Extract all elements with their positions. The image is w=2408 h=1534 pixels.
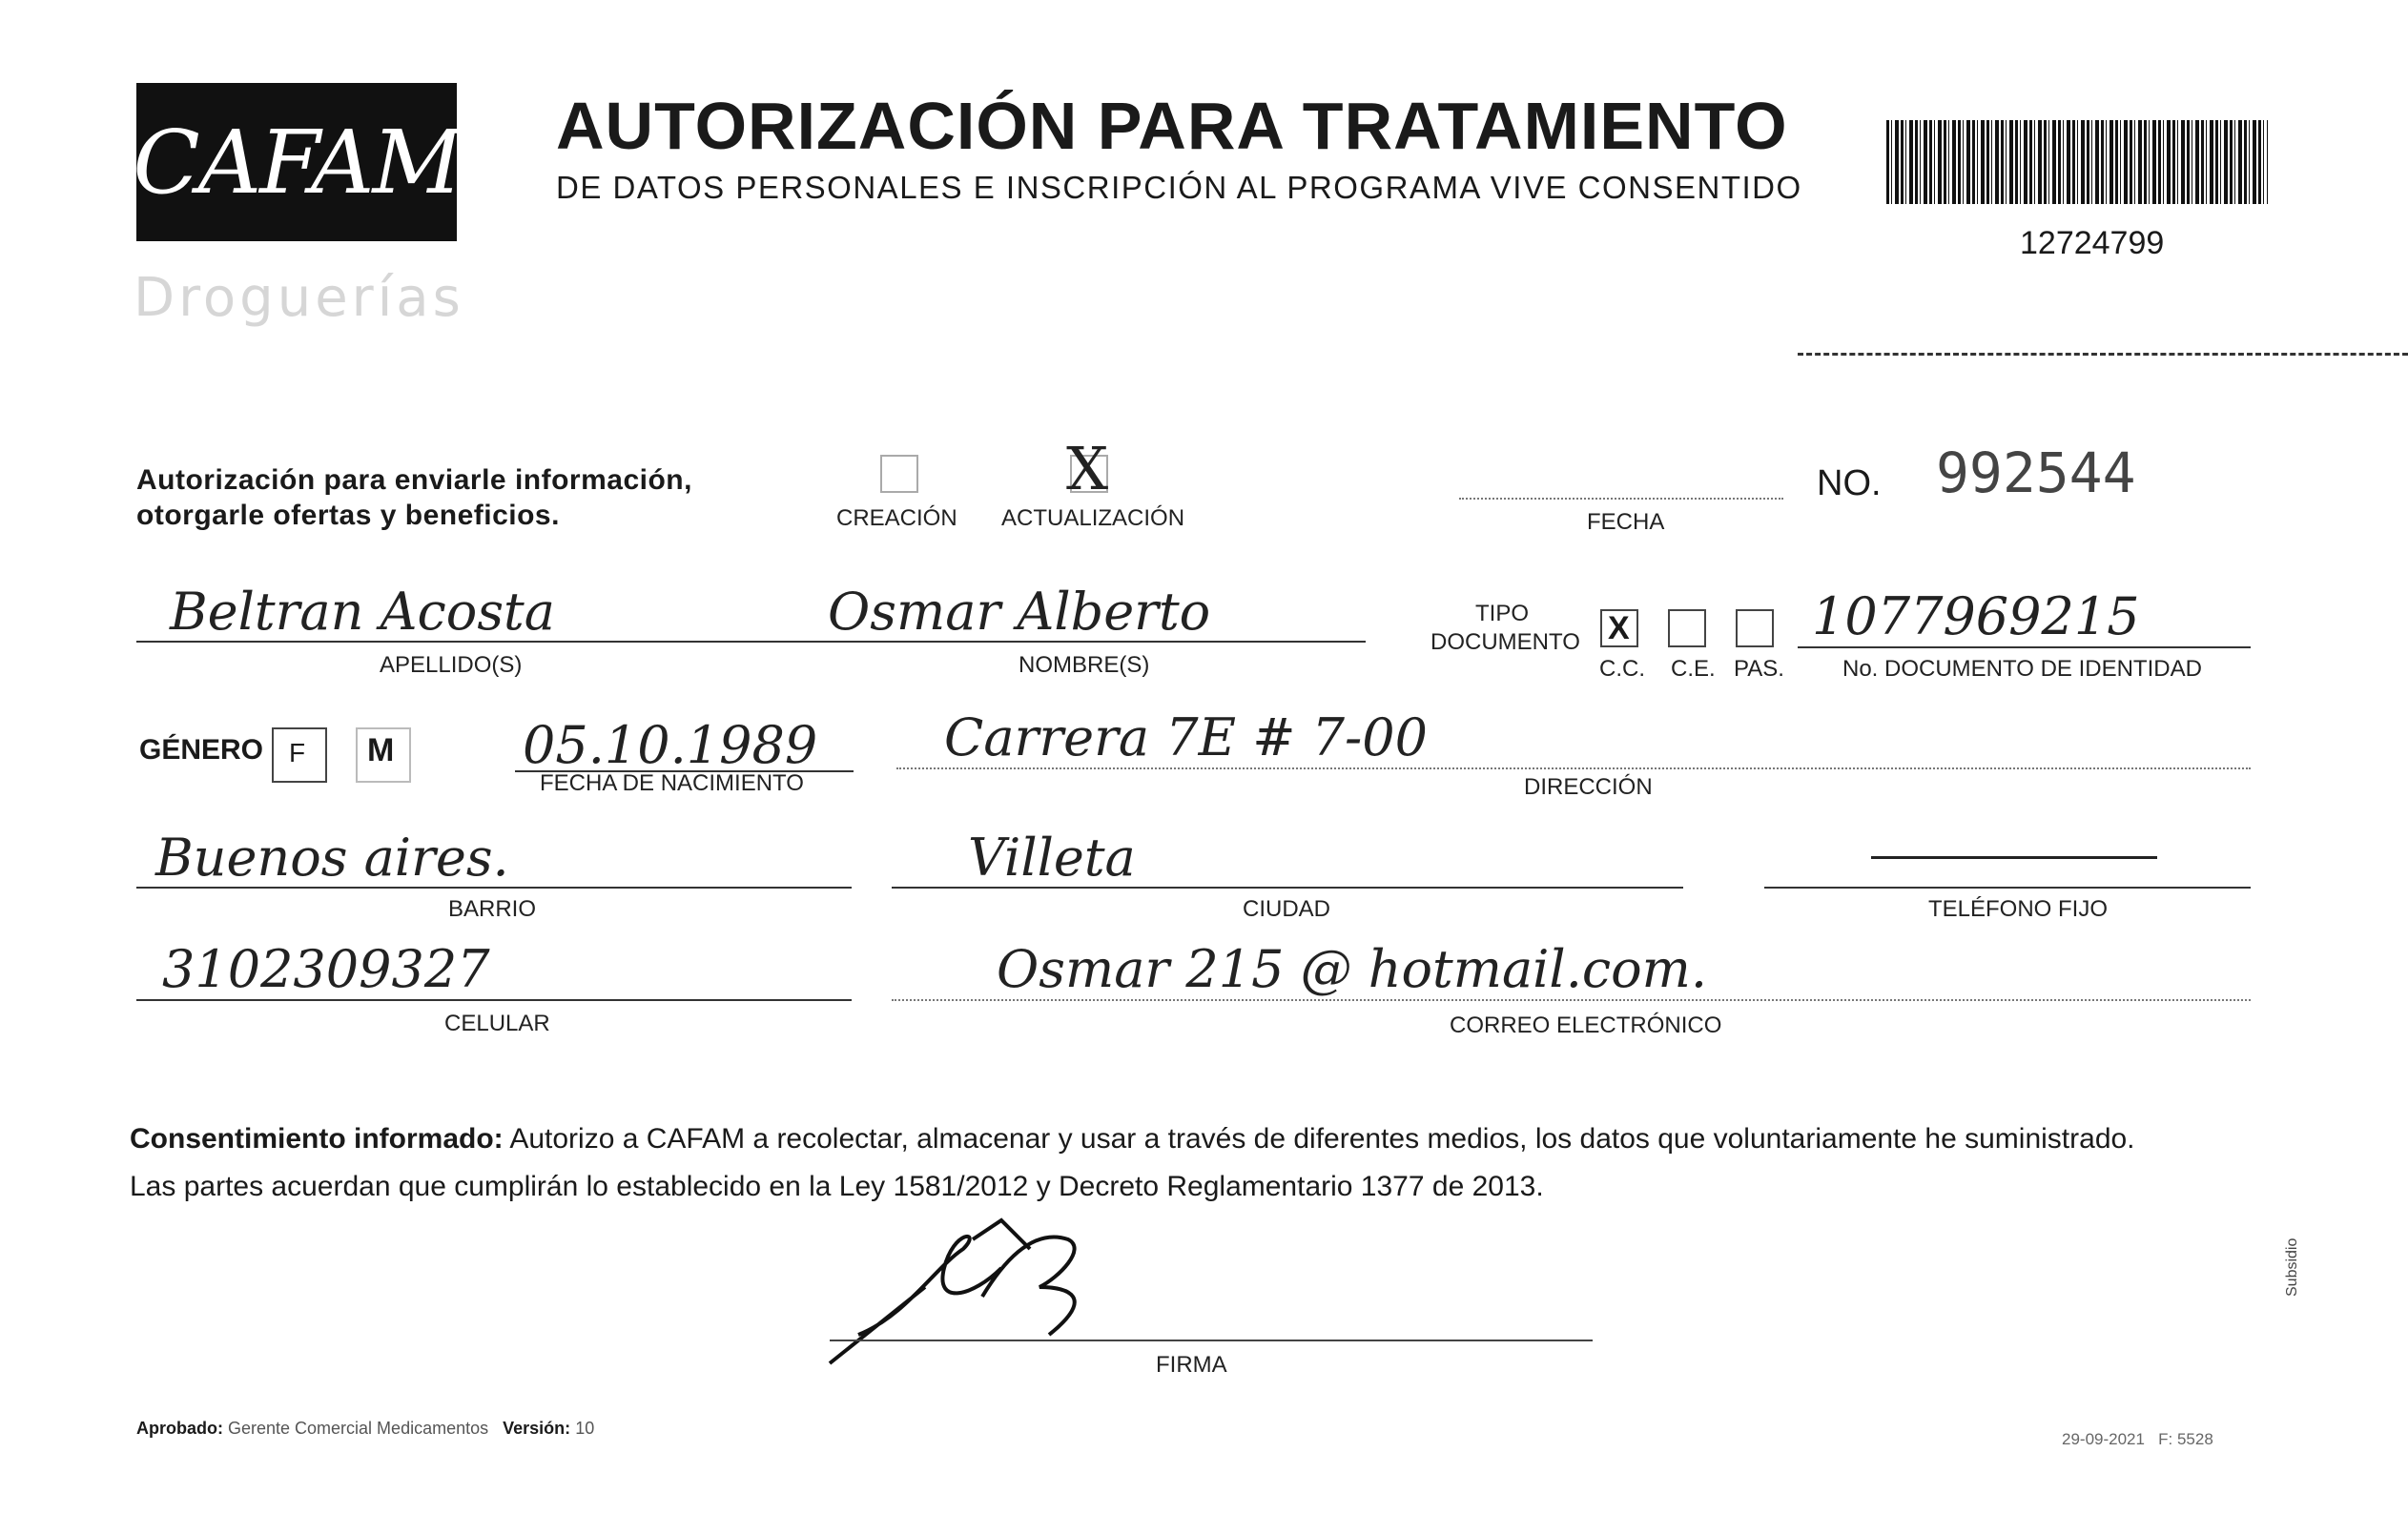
genero-f-label: F bbox=[289, 738, 306, 767]
ce-label: C.E. bbox=[1671, 656, 1716, 682]
actualizacion-label: ACTUALIZACIÓN bbox=[1001, 505, 1185, 531]
pas-checkbox[interactable] bbox=[1736, 609, 1774, 647]
ciudad-value: Villeta bbox=[968, 828, 1136, 888]
firma-label: FIRMA bbox=[1156, 1352, 1227, 1378]
celular-line[interactable] bbox=[136, 999, 852, 1001]
barcode-number: 12724799 bbox=[2020, 225, 2165, 261]
correo-label: CORREO ELECTRÓNICO bbox=[1450, 1012, 1722, 1038]
nacimiento-value: 05.10.1989 bbox=[523, 715, 818, 775]
barrio-value: Buenos aires. bbox=[155, 828, 509, 888]
authorization-text-1: Autorización para enviarle información, bbox=[136, 464, 692, 496]
footer-approval bbox=[136, 1419, 594, 1439]
barcode bbox=[1886, 120, 2268, 204]
telefono-label: TELÉFONO FIJO bbox=[1928, 896, 2109, 922]
genero-m-mark: M bbox=[367, 732, 395, 768]
footer-form-code: F: 5528 bbox=[2158, 1430, 2213, 1448]
cafam-logo: CAFAM bbox=[136, 83, 457, 241]
barrio-label: BARRIO bbox=[448, 896, 537, 922]
consent-lead: Consentimiento informado: bbox=[130, 1123, 504, 1155]
telefono-line[interactable] bbox=[1764, 887, 2251, 889]
creacion-label: CREACIÓN bbox=[836, 505, 957, 531]
correo-value: Osmar 215 @ hotmail.com. bbox=[997, 939, 1707, 999]
dashed-divider bbox=[1798, 353, 2408, 356]
celular-value: 3102309327 bbox=[162, 939, 490, 999]
form-title: AUTORIZACIÓN PARA TRATAMIENTO bbox=[556, 89, 1788, 163]
nacimiento-label: FECHA DE NACIMIENTO bbox=[540, 770, 804, 796]
aprobado-label: Aprobado: bbox=[136, 1419, 223, 1438]
signature-mark bbox=[820, 1211, 1125, 1373]
telefono-dash bbox=[1871, 856, 2157, 859]
nombres-label: NOMBRE(S) bbox=[1019, 652, 1150, 678]
consent-line-1 bbox=[130, 1123, 2135, 1156]
footer-code bbox=[2062, 1430, 2213, 1449]
documento-label: DOCUMENTO bbox=[1430, 629, 1580, 655]
creacion-checkbox[interactable] bbox=[880, 455, 918, 493]
fecha-line[interactable] bbox=[1459, 498, 1783, 500]
logo-subtitle: Droguerías bbox=[134, 267, 464, 329]
actualizacion-check-mark: X bbox=[1066, 434, 1109, 503]
correo-line[interactable] bbox=[892, 999, 2251, 1001]
apellidos-label: APELLIDO(S) bbox=[380, 652, 523, 678]
fecha-label: FECHA bbox=[1587, 509, 1665, 535]
ciudad-label: CIUDAD bbox=[1243, 896, 1331, 922]
version-label: Versión: bbox=[503, 1419, 571, 1438]
direccion-line[interactable] bbox=[896, 767, 2251, 769]
tipo-label: TIPO bbox=[1475, 601, 1530, 626]
nombres-value: Osmar Alberto bbox=[828, 582, 1211, 642]
footer-date: 29-09-2021 bbox=[2062, 1430, 2145, 1448]
form-subtitle: DE DATOS PERSONALES E INSCRIPCIÓN AL PROGRAMA VIVE CONSENTIDO bbox=[556, 170, 1802, 205]
documento-value: 1077969215 bbox=[1812, 586, 2140, 646]
celular-label: CELULAR bbox=[444, 1011, 550, 1036]
side-vertical-text: Subsidio bbox=[2284, 1237, 2300, 1297]
documento-line[interactable] bbox=[1798, 646, 2251, 648]
consent-text-2: Las partes acuerdan que cumplirán lo establecido en la Ley 1581/2012 y Decreto Reglamentario 1377 de 2013. bbox=[130, 1171, 1544, 1202]
direccion-value: Carrera 7E # 7-00 bbox=[944, 707, 1428, 767]
documento-number-label: No. DOCUMENTO DE IDENTIDAD bbox=[1842, 656, 2202, 682]
consent-text-1: Autorizo a CAFAM a recolectar, almacenar y usar a través de diferentes medios, los datos que voluntariamente he suministrado. bbox=[503, 1123, 2135, 1155]
apellidos-value: Beltran Acosta bbox=[170, 582, 555, 642]
aprobado-value: Gerente Comercial Medicamentos bbox=[228, 1419, 489, 1438]
form-number: 992544 bbox=[1936, 440, 2136, 505]
version-value: 10 bbox=[575, 1419, 595, 1438]
genero-label: GÉNERO bbox=[139, 734, 264, 766]
firma-line[interactable] bbox=[830, 1340, 1593, 1341]
authorization-text-2: otorgarle ofertas y beneficios. bbox=[136, 500, 560, 531]
pas-label: PAS. bbox=[1734, 656, 1784, 682]
cc-mark: X bbox=[1608, 610, 1630, 646]
no-label: NO. bbox=[1817, 463, 1882, 503]
cc-label: C.C. bbox=[1599, 656, 1645, 682]
direccion-label: DIRECCIÓN bbox=[1524, 774, 1653, 800]
ce-checkbox[interactable] bbox=[1668, 609, 1706, 647]
